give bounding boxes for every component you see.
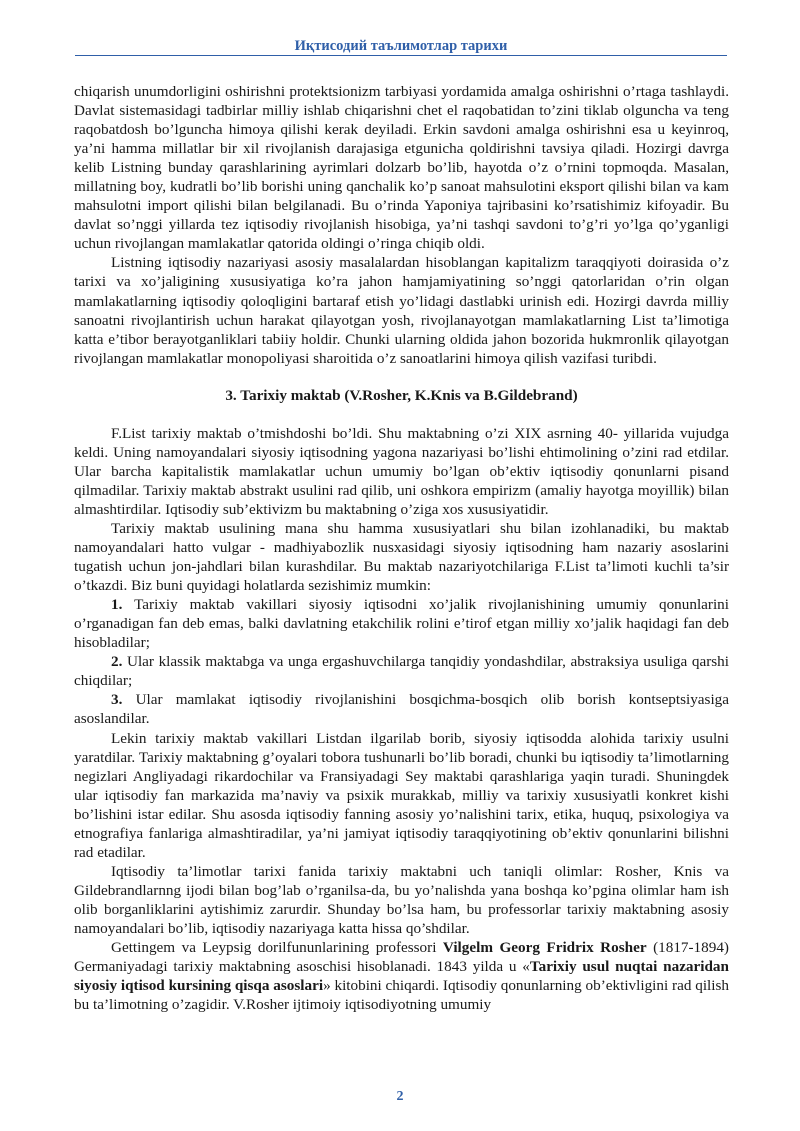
text-run: » kitobini chiqardi. Iqtisodiy qonunlarning ob’ektivligini rad qilish bu ta’limotning o’zagidir. V.Rosher ijtimoiy iqtisodiyotning umumiy xyxy=(74,977,729,1014)
paragraph xyxy=(74,938,729,1014)
paragraph: Listning iqtisodiy nazariyasi asosiy masalalardan hisoblangan kapitalizm taraqqiyoti doirasida o’z tarixi va xo’jaligining xususiyatiga ko’ra jahon hamjamiyatining so’nggi qatorlaridan o’rin olgan mamlakatlarning iqtisodiy qoloqligini bartaraf etish yo’lidagi dastlabki urinish edi. Hozirgi davrda milliy sanoatni rivojlantirish uchun harakat qilayotgan yosh, rivojlanayotgan mamlakatlarning List ta’limotiga katta e’tibor berayotganliklari tabiiy holdir. Chunki ularning oldida jahon bozorida hukmronlik qilayotgan rivojlangan mamlakatlar monopoliyasi sharoitida o’z sanoatlarini himoya qilish vazifasi turibdi. xyxy=(74,254,729,367)
list-item xyxy=(74,595,729,652)
page-number: 2 xyxy=(396,1089,404,1104)
list-item-text: Ular klassik maktabga va unga ergashuvchilarga tanqidiy yondashdilar, abstraksiya usuliga qarshi chiqdilar; xyxy=(74,653,729,690)
paragraph: Tarixiy maktab usulining mana shu hamma xususiyatlari shu bilan izohlanadiki, bu maktab namoyandalari hatto vulgar - madhiyabozlik nusxasidagi siyosiy iqtisodning ham nazariy asoslarini tugatish uchun jon-jahdlari bilan kurashdilar. Bu maktab nazariyotchilariga F.List ta’limoti kuchli ta’sir o’tkazdi. Biz buni quyidagi holatlarda sezishimiz mumkin: xyxy=(74,519,729,595)
paragraph: Iqtisodiy ta’limotlar tarixi fanida tarixiy maktabni uch taniqli olimlar: Rosher, Knis va Gildebrandlarnng ijodi bilan bog’lab o’rganilsa-da, bu yo’nalishda yana boshqa ko’pgina olimlar ham ish olib borganliklarini aytishimiz zarurdir. Shunday bo’lsa ham, bu professorlar tarixiy maktabning asosiy namoyandalari bo’lib, iqtisodiy nazariyaga katta hissa qo’shdilar. xyxy=(74,862,729,937)
list-item-text: Tarixiy maktab vakillari siyosiy iqtisodni xo’jalik rivojlanishining umumiy qonunlarini o’rganadigan fan deb emas, balki davlatning etakchilik rolini e’tirof etgan milliy xo’jalik haqidagi fan deb hisobladilar; xyxy=(74,596,729,652)
list-item-text: Ular mamlakat iqtisodiy rivojlanishini bosqichma-bosqich olib borish kontseptsiyasiga asoslandilar. xyxy=(74,691,729,728)
paragraph: Lekin tarixiy maktab vakillari Listdan ilgarilab borib, siyosiy iqtisodda alohida tarixiy usulni yaratdilar. Tarixiy maktabning g’oyalari tobora tushunarli bo’lib boradi, chunki bu iqtisodiy ta’limotlarning negizlari Angliyadagi rikardochilar va Fransiyadagi Sey maktabi qarashlariga yaqin turadi. Shuningdek ular iqtisodiy fan markazida ma’naviy va psixik murakkab, milliy va tarixiy xususiyatli konkret kishi bo’lishini istar edilar. Shu asosda iqtisodiy fanning asosiy yo’nalishini tarix, etika, huquq, psixologiya va etnografiya fanlariga almashtiradilar, ya’ni jamiyat iqtisodiy taraqqiyotining ob’ektiv qonunlarini bilishni rad etadilar. xyxy=(74,729,729,861)
page-body xyxy=(74,82,729,1014)
list-item-number: 2. xyxy=(111,653,123,671)
text-run: Gettingem va Leypsig dorilfununlarining professori xyxy=(111,939,443,957)
section-heading: 3. Tarixiy maktab (V.Rosher, K.Knis va B.Gildebrand) xyxy=(225,386,578,404)
bold-name: Vilgelm Georg Fridrix Rosher xyxy=(442,939,647,957)
paragraph: chiqarish unumdorligini oshirishni protektsionizm tarbiyasi yordamida amalga oshirishni o’rtaga tashlaydi. Davlat sistemasidagi tadbirlar milliy ishlab chiqarishni chet el raqobatidan to’zini tiklab olguncha va teng raqobatdosh bo’lguncha himoya qilishi kerak deyiladi. Erkin savdoni amalga oshirishni esa u keyinroq, ya’ni hamma millatlar bir xil rivojlanish darajasiga etgunicha qoldirishni tavsiya qiladi. Hozirgi davrga kelib Listning bunday qarashlarining ayrimlari dolzarb bo’lib, hayotda o’z o’rnini topmoqda. Masalan, millatning boy, kudratli bo’lib borishi uning qanchalik ko’p sanoat mahsulotini eksport qilishi bilan va kam mahsulotni import qilishi bilan belgilanadi. Bu o’rinda Yaponiya tajribasini ko’rsatishimiz kifoyadir. Bu davlat so’nggi yillarda tez iqtisodiy rivojlanish hisobiga, ya’ni tashqi savdoni to’g’ri yo’lga qo’yganligi uchun rivojlangan mamlakatlar qatorida oldingi o’ringa chiqib oldi. xyxy=(74,83,729,253)
bold-book-title: Tarixiy usul nuqtai nazaridan siyosiy iqtisod kursining qisqa asoslari xyxy=(74,958,729,995)
list-item-number: 1. xyxy=(111,596,123,614)
paragraph: F.List tarixiy maktab o’tmishdoshi bo’ldi. Shu maktabning o’zi XIX asrning 40- yillarida vujudga keldi. Uning namoyandalari siyosiy iqtisodning yagona nazariyasi bo’lishi ehtimolining o’zini rad etdilar. Ular barcha kapitalistik mamlakatlar uchun umumiy bo’lgan ob’ektiv iqtisodiy qonunlarni pisand qilmadilar. Tarixiy maktab abstrakt usulini rad qilib, uni oshkora empirizm (amaliy hayotga moyillik) bilan almashtirdilar. Iqtisodiy sub’ektivizm bu maktabning o’ziga xos xususiyatidir. xyxy=(74,424,729,518)
running-header: Иқтисодий таълимотлар тарихи xyxy=(75,38,727,56)
list-item-number: 3. xyxy=(111,691,123,709)
list-item xyxy=(74,652,729,690)
text-run: (1817-1894) Germaniyadagi tarixiy maktabning asoschisi hisoblanadi. 1843 yilda u « xyxy=(74,939,729,976)
list-item xyxy=(74,690,729,728)
